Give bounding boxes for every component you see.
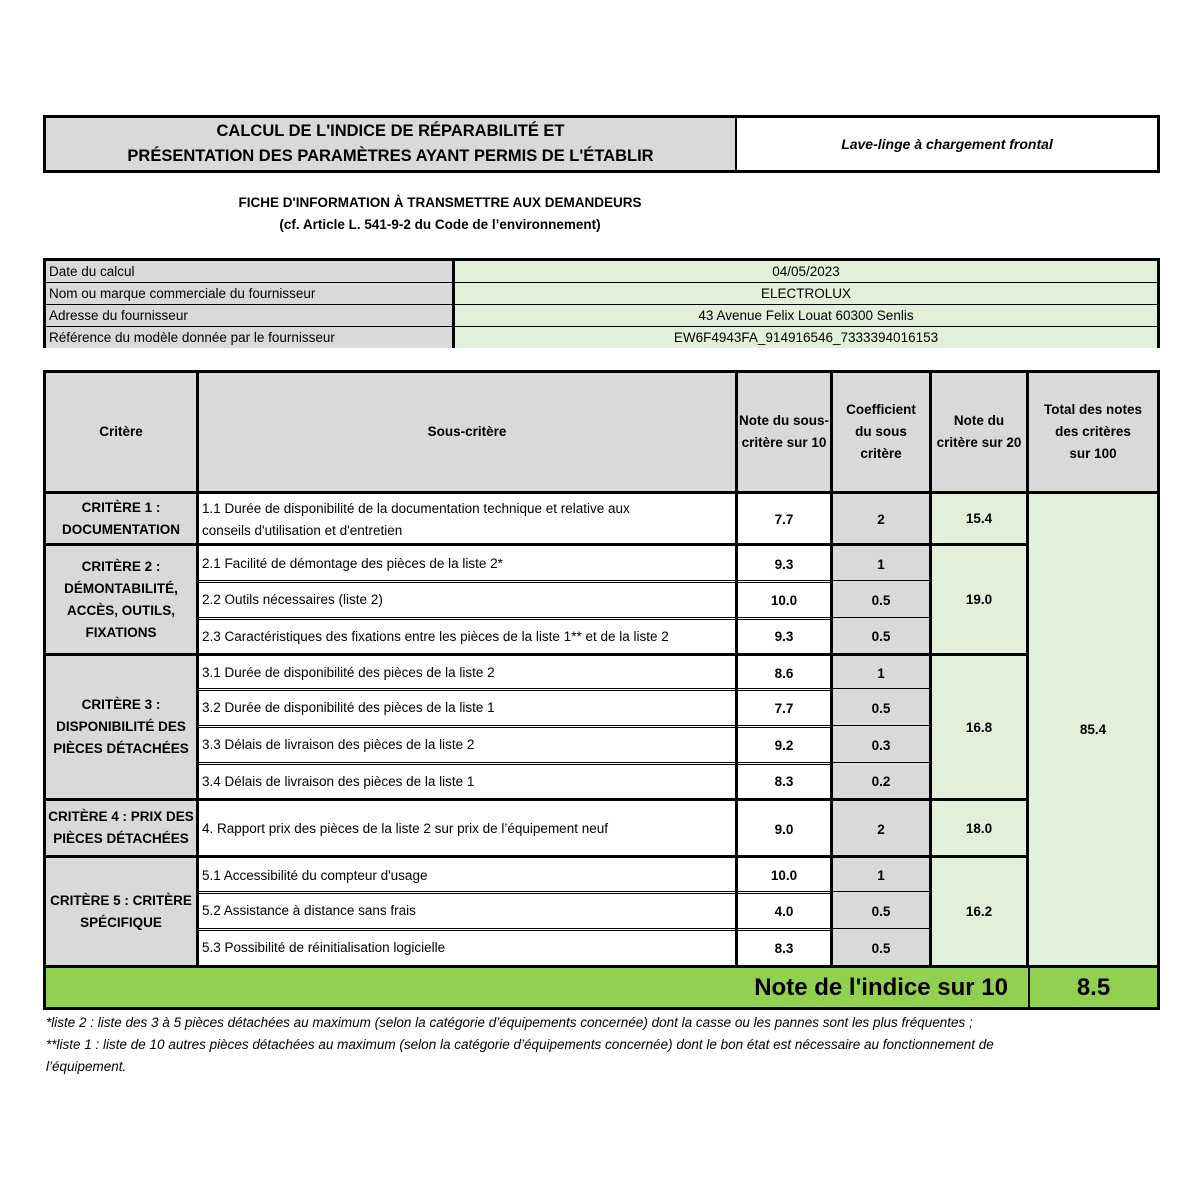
total-score <box>1026 491 1160 968</box>
info-label: Date du calcul <box>46 261 455 282</box>
sub-criterion-text <box>202 865 427 887</box>
sub-criterion-coefficient <box>830 762 932 801</box>
criterion-5-line-1: CRITÈRE 5 : CRITÈRE <box>50 892 192 908</box>
sub-criterion-note <box>735 543 833 583</box>
sub-criterion-note <box>735 491 833 546</box>
sub-criterion-line: 3.2 Durée de disponibilité des pièces de la liste 1 <box>202 700 495 715</box>
sub-criterion-coefficient-value: 2 <box>877 512 885 527</box>
sub-criterion-text <box>202 697 495 719</box>
sub-criterion-note-value: 9.3 <box>774 556 794 572</box>
sub-criterion-label <box>196 762 738 801</box>
sub-criterion-line: 2.3 Caractéristiques des fixations entre les pièces de la liste 1** et de la liste 2 <box>202 628 669 644</box>
footnote-1: *liste 2 : liste des 3 à 5 pièces détachées au maximum (selon la catégorie d’équipements concernée) dont la casse ou les pannes sont les plus fréquentes ; <box>46 1015 973 1030</box>
criterion-2-line-2: DÉMONTABILITÉ, <box>64 580 178 596</box>
sub-criterion-note <box>735 928 833 968</box>
criterion-2-score <box>929 543 1029 656</box>
sub-criterion-note-value: 10.0 <box>770 592 798 608</box>
sub-criterion-coefficient-value: 0.5 <box>871 700 891 716</box>
criterion-2-line-4: FIXATIONS <box>85 624 157 640</box>
criterion-4-line-1: CRITÈRE 4 : PRIX DES <box>48 809 194 824</box>
criterion-3 <box>43 653 199 801</box>
sub-criterion-coefficient <box>830 798 932 858</box>
footnotes <box>46 1012 1156 1078</box>
header-coefficient <box>830 370 932 494</box>
criterion-5-line-2: SPÉCIFIQUE <box>80 914 162 930</box>
sub-criterion-label <box>196 580 738 620</box>
criterion-3-line-2: DISPONIBILITÉ DES <box>56 719 186 734</box>
sub-criterion-note-value: 7.7 <box>774 512 794 527</box>
header-coef-line-2: du sous <box>855 424 907 439</box>
criterion-4 <box>43 798 199 858</box>
sub-criterion-coefficient-value: 0.2 <box>871 774 891 789</box>
sub-criterion-coefficient <box>830 617 932 656</box>
header-note-sous-critere <box>735 370 833 494</box>
criterion-3-score <box>929 653 1029 801</box>
info-row-date <box>46 261 1157 282</box>
sub-criterion-note-value: 9.2 <box>774 737 794 753</box>
sub-criterion-note-value: 7.7 <box>774 700 794 716</box>
sub-criterion-line: 1.1 Durée de disponibilité de la documentation technique et relative aux <box>202 500 630 516</box>
sub-criterion-line: 5.2 Assistance à distance sans frais <box>202 903 416 918</box>
sub-criterion-text <box>202 771 474 793</box>
sub-criterion-line: 4. Rapport prix des pièces de la liste 2 sur prix de l’équipement neuf <box>202 821 608 836</box>
sub-criterion-note <box>735 891 833 931</box>
sub-criterion-label <box>196 928 738 968</box>
sub-criterion-note <box>735 688 833 728</box>
criterion-2-score-value: 19.0 <box>965 592 993 607</box>
header-total-line-3: sur 100 <box>1069 446 1117 461</box>
header-note-crit-line-1: Note du <box>953 413 1005 428</box>
subtitle-line-1: FICHE D'INFORMATION À TRANSMETTRE AUX DEMANDEURS <box>238 195 642 210</box>
sub-criterion-note-value: 10.0 <box>770 868 798 883</box>
sub-criterion-line: 2.1 Facilité de démontage des pièces de la liste 2* <box>202 556 503 571</box>
info-value: 04/05/2023 <box>455 261 1157 282</box>
header-sous-critere-label: Sous-critère <box>427 424 507 439</box>
sub-criterion-label <box>196 891 738 931</box>
product-type-label: Lave-linge à chargement frontal <box>841 136 1053 152</box>
criterion-5-score-value: 16.2 <box>965 904 993 919</box>
sub-criterion-coefficient <box>830 491 932 546</box>
criterion-3-line-1: CRITÈRE 3 : <box>81 697 161 712</box>
sub-criterion-coefficient-value: 0.5 <box>871 592 891 608</box>
sub-criterion-note <box>735 725 833 765</box>
sub-criterion-note <box>735 855 833 894</box>
sub-criterion-line: conseils d'utilisation et d'entretien <box>202 522 403 538</box>
sub-criterion-note <box>735 653 833 691</box>
criterion-3-score-value: 16.8 <box>965 719 993 735</box>
info-value: 43 Avenue Felix Louat 60300 Senlis <box>455 305 1157 326</box>
sub-criterion-note-value: 9.3 <box>774 629 794 644</box>
supplier-info-table <box>43 258 1160 348</box>
criterion-1-score <box>929 491 1029 546</box>
index-score-value: 8.5 <box>1076 973 1111 1001</box>
criterion-5-score <box>929 855 1029 968</box>
sub-criterion-coefficient <box>830 580 932 620</box>
criterion-1-line-2: DOCUMENTATION <box>62 521 180 537</box>
header-critere-label: Critère <box>99 424 143 439</box>
sub-criterion-coefficient <box>830 891 932 931</box>
sub-criterion-label <box>196 688 738 728</box>
sub-criterion-coefficient <box>830 725 932 765</box>
sub-criterion-line: 3.1 Durée de disponibilité des pièces de la liste 2 <box>202 665 495 680</box>
header-coef-line-1: Coefficient <box>846 402 916 417</box>
total-score-value: 85.4 <box>1079 722 1107 737</box>
header-total-line-1: Total des notes <box>1043 402 1142 417</box>
sub-criterion-coefficient <box>830 653 932 691</box>
criterion-5 <box>43 855 199 968</box>
sub-criterion-coefficient <box>830 688 932 728</box>
sub-criterion-note-value: 9.0 <box>774 821 794 837</box>
sub-criterion-coefficient-value: 0.3 <box>871 737 891 753</box>
title-line-1: CALCUL DE L'INDICE DE RÉPARABILITÉ ET <box>216 122 565 140</box>
criterion-1-score-value: 15.4 <box>965 511 993 526</box>
sub-criterion-text <box>202 818 608 840</box>
sub-criterion-line: 5.3 Possibilité de réinitialisation logicielle <box>202 940 446 955</box>
info-row-supplier <box>46 282 1157 304</box>
sub-criterion-text <box>202 900 416 922</box>
sub-criterion-label <box>196 617 738 656</box>
info-label: Référence du modèle donnée par le fournisseur <box>46 327 455 348</box>
header-sous-critere <box>196 370 738 494</box>
sub-criterion-text <box>202 553 503 575</box>
sub-criterion-note-value: 4.0 <box>774 903 794 919</box>
info-label: Adresse du fournisseur <box>46 305 455 326</box>
info-row-address <box>46 304 1157 326</box>
info-value: EW6F4943FA_914916546_7333394016153 <box>455 327 1157 348</box>
sub-criterion-line: 2.2 Outils nécessaires (liste 2) <box>202 592 383 607</box>
sub-criterion-coefficient <box>830 855 932 894</box>
header-coef-line-3: critère <box>860 446 902 461</box>
criterion-2-line-3: ACCÈS, OUTILS, <box>66 602 175 618</box>
criterion-3-line-3: PIÈCES DÉTACHÉES <box>53 741 189 756</box>
criterion-1-line-1: CRITÈRE 1 : <box>81 499 161 515</box>
sub-criterion-coefficient-value: 1 <box>877 665 885 681</box>
sub-criterion-note <box>735 580 833 620</box>
sub-criterion-text <box>202 498 630 542</box>
criterion-2-line-1: CRITÈRE 2 : <box>81 558 161 574</box>
sub-criterion-label <box>196 653 738 691</box>
sub-criterion-note-value: 8.3 <box>774 940 794 956</box>
sub-criterion-label <box>196 855 738 894</box>
footnote-3: l’équipement. <box>46 1059 127 1074</box>
sub-criterion-note-value: 8.6 <box>774 665 794 681</box>
info-row-reference <box>46 326 1157 348</box>
sub-criterion-label <box>196 798 738 858</box>
criterion-4-score-value: 18.0 <box>965 820 993 836</box>
sub-criterion-coefficient-value: 0.5 <box>871 629 891 644</box>
product-type <box>737 115 1160 173</box>
sub-criterion-label <box>196 725 738 765</box>
header-note-sous-line-1: Note du sous- <box>739 413 829 428</box>
sub-criterion-note-value: 8.3 <box>774 774 794 789</box>
header-note-sous-line-2: critère sur 10 <box>741 435 827 450</box>
info-value: ELECTROLUX <box>455 283 1157 304</box>
sub-criterion-coefficient-value: 1 <box>877 556 885 572</box>
subtitle-line-2: (cf. Article L. 541-9-2 du Code de l’environnement) <box>279 217 601 232</box>
index-score-row <box>43 965 1160 1010</box>
sub-criterion-note <box>735 762 833 801</box>
sub-criterion-label <box>196 491 738 546</box>
sub-criterion-line: 3.4 Délais de livraison des pièces de la liste 1 <box>202 773 475 789</box>
header-critere <box>43 370 199 494</box>
sub-criterion-coefficient <box>830 543 932 583</box>
title-line-2: PRÉSENTATION DES PARAMÈTRES AYANT PERMIS DE L'ÉTABLIR <box>127 147 654 165</box>
info-label: Nom ou marque commerciale du fournisseur <box>46 283 455 304</box>
sub-criterion-text <box>202 589 383 611</box>
sub-criterion-note <box>735 617 833 656</box>
criterion-2 <box>43 543 199 656</box>
criterion-4-line-2: PIÈCES DÉTACHÉES <box>53 831 189 846</box>
document-title <box>43 115 737 173</box>
header-note-crit-line-2: critère sur 20 <box>936 435 1022 450</box>
sub-criterion-coefficient-value: 1 <box>877 868 885 883</box>
footnote-2: **liste 1 : liste de 10 autres pièces détachées au maximum (selon la catégorie d’équipements concernée) dont le bon état est nécessaire au fonctionnement de <box>46 1037 994 1052</box>
sub-criterion-text <box>202 937 445 959</box>
criterion-1 <box>43 491 199 546</box>
sub-criterion-text <box>202 734 474 756</box>
header-total-line-2: des critères <box>1055 424 1131 439</box>
criterion-4-score <box>929 798 1029 858</box>
sub-criterion-label <box>196 543 738 583</box>
header-total <box>1026 370 1160 494</box>
sub-criterion-coefficient-value: 0.5 <box>871 903 891 919</box>
sub-criterion-text <box>202 662 495 684</box>
sub-criterion-coefficient <box>830 928 932 968</box>
header-note-critere <box>929 370 1029 494</box>
sub-criterion-note <box>735 798 833 858</box>
sub-criterion-line: 3.3 Délais de livraison des pièces de la liste 2 <box>202 737 475 752</box>
sub-criterion-text <box>202 626 669 648</box>
index-score-label: Note de l'indice sur 10 <box>46 968 1030 1007</box>
subtitle <box>0 192 880 236</box>
sub-criterion-line: 5.1 Accessibilité du compteur d'usage <box>202 867 428 883</box>
sub-criterion-coefficient-value: 2 <box>877 821 885 837</box>
sub-criterion-coefficient-value: 0.5 <box>871 940 891 956</box>
